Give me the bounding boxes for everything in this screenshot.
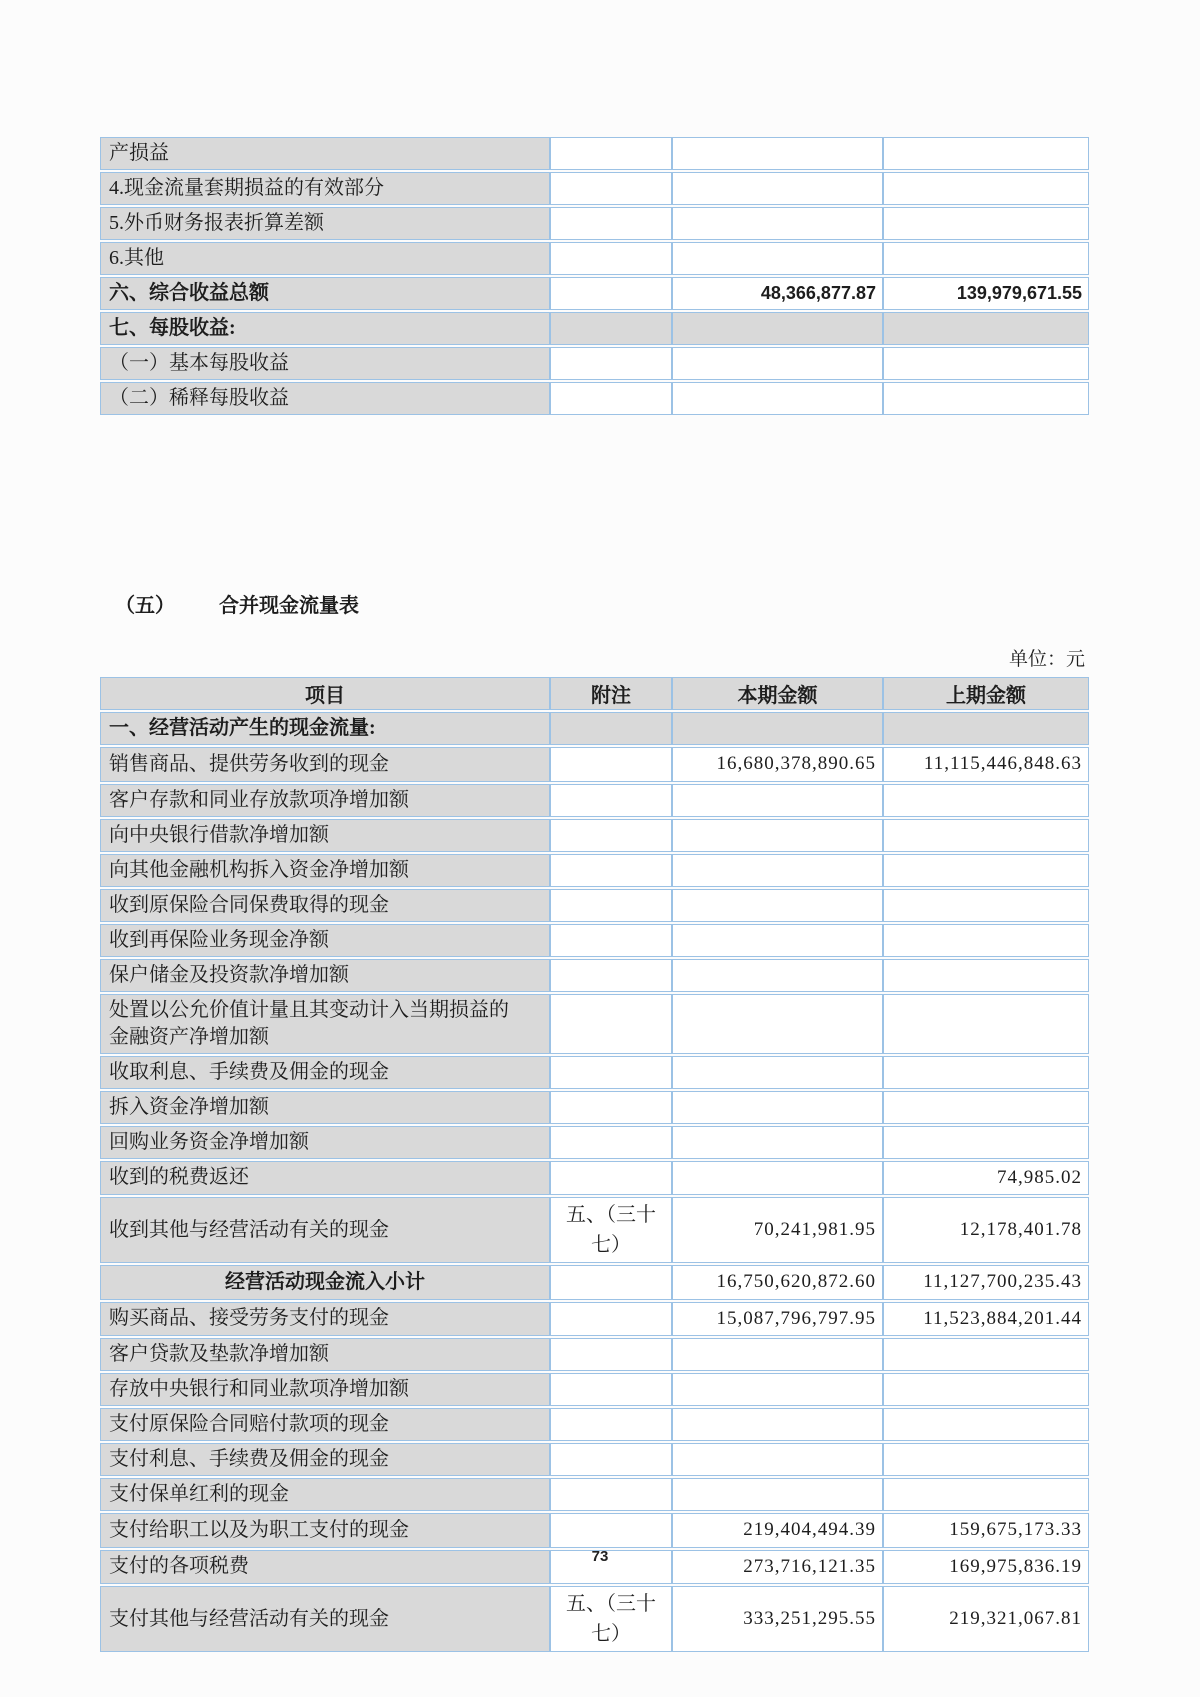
note-cell (550, 1161, 672, 1196)
note-cell (550, 712, 672, 745)
prior-amount-cell (883, 924, 1089, 957)
item-cell: 回购业务资金净增加额 (100, 1126, 550, 1159)
current-amount-cell (672, 382, 883, 415)
current-amount-cell: 273,716,121.35 (672, 1550, 883, 1585)
note-cell (550, 1338, 672, 1371)
item-cell: 购买商品、接受劳务支付的现金 (100, 1302, 550, 1337)
table-row (100, 1408, 1089, 1441)
table-row (100, 382, 1089, 415)
current-amount-cell (672, 819, 883, 852)
note-cell (550, 312, 672, 345)
table-row (100, 819, 1089, 852)
prior-amount-cell (883, 994, 1089, 1054)
note-cell (550, 1443, 672, 1476)
prior-amount-cell (883, 712, 1089, 745)
current-amount-cell (672, 854, 883, 887)
page-content (100, 0, 1089, 1654)
current-amount-cell: 48,366,877.87 (672, 277, 883, 310)
table-row (100, 1302, 1089, 1337)
prior-amount-cell (883, 347, 1089, 380)
table-row (100, 1091, 1089, 1124)
note-cell (550, 1373, 672, 1406)
current-amount-cell (672, 1478, 883, 1511)
prior-amount-cell: 159,675,173.33 (883, 1513, 1089, 1548)
prior-amount-cell: 11,523,884,201.44 (883, 1302, 1089, 1337)
cash-flow-table-body (100, 712, 1089, 1652)
unit-label: 单位：元 (1008, 649, 1085, 670)
item-cell: 支付保单红利的现金 (100, 1478, 550, 1511)
note-cell (550, 959, 672, 992)
table-row (100, 347, 1089, 380)
current-amount-cell: 16,680,378,890.65 (672, 747, 883, 782)
table-row (100, 172, 1089, 205)
prior-amount-cell (883, 1373, 1089, 1406)
current-amount-cell (672, 172, 883, 205)
prior-amount-cell: 169,975,836.19 (883, 1550, 1089, 1585)
prior-amount-cell (883, 137, 1089, 170)
current-amount-cell (672, 1056, 883, 1089)
section-title: 合并现金流量表 (219, 595, 359, 617)
prior-amount-cell (883, 242, 1089, 275)
table-row (100, 1056, 1089, 1089)
note-cell (550, 1056, 672, 1089)
table-row (100, 747, 1089, 782)
item-cell: 向中央银行借款净增加额 (100, 819, 550, 852)
table-row (100, 1265, 1089, 1300)
item-cell: 一、经营活动产生的现金流量: (100, 712, 550, 745)
current-amount-cell (672, 1408, 883, 1441)
table-row (100, 1478, 1089, 1511)
col-header-item: 项目 (100, 677, 550, 710)
item-cell: 客户贷款及垫款净增加额 (100, 1338, 550, 1371)
note-cell (550, 1478, 672, 1511)
table-row (100, 854, 1089, 887)
prior-amount-cell: 11,127,700,235.43 (883, 1265, 1089, 1300)
table-row (100, 277, 1089, 310)
table-row (100, 1197, 1089, 1263)
item-cell: 支付给职工以及为职工支付的现金 (100, 1513, 550, 1548)
item-cell: 收取利息、手续费及佣金的现金 (100, 1056, 550, 1089)
page-number: 73 (591, 1548, 609, 1565)
current-amount-cell: 16,750,620,872.60 (672, 1265, 883, 1300)
note-cell (550, 994, 672, 1054)
item-cell: 6.其他 (100, 242, 550, 275)
current-amount-cell: 333,251,295.55 (672, 1586, 883, 1652)
current-amount-cell (672, 1091, 883, 1124)
table-row (100, 137, 1089, 170)
current-amount-cell (672, 889, 883, 922)
note-cell (550, 382, 672, 415)
prior-amount-cell (883, 889, 1089, 922)
table-row (100, 994, 1089, 1054)
current-amount-cell (672, 1161, 883, 1196)
note-cell (550, 1091, 672, 1124)
item-cell: 5.外币财务报表折算差额 (100, 207, 550, 240)
current-amount-cell (672, 1126, 883, 1159)
table-row (100, 1373, 1089, 1406)
note-cell (550, 747, 672, 782)
section-index: （五） (115, 595, 175, 617)
current-amount-cell (672, 312, 883, 345)
note-cell (550, 1408, 672, 1441)
item-cell: 支付的各项税费 (100, 1550, 550, 1585)
section-heading (100, 589, 1089, 618)
table-row (100, 312, 1089, 345)
note-cell (550, 924, 672, 957)
prior-amount-cell (883, 1056, 1089, 1089)
note-cell (550, 854, 672, 887)
table-row (100, 207, 1089, 240)
col-header-prior: 上期金额 (883, 677, 1089, 710)
note-cell (550, 784, 672, 817)
col-header-note: 附注 (550, 677, 672, 710)
note-cell (550, 347, 672, 380)
current-amount-cell (672, 924, 883, 957)
note-cell (550, 137, 672, 170)
prior-amount-cell: 74,985.02 (883, 1161, 1089, 1196)
item-cell: 七、每股收益: (100, 312, 550, 345)
current-amount-cell (672, 994, 883, 1054)
prior-amount-cell (883, 1443, 1089, 1476)
note-cell: 五、（三十七） (550, 1197, 672, 1263)
item-cell: 支付原保险合同赔付款项的现金 (100, 1408, 550, 1441)
current-amount-cell: 70,241,981.95 (672, 1197, 883, 1263)
item-cell: 存放中央银行和同业款项净增加额 (100, 1373, 550, 1406)
current-amount-cell (672, 1338, 883, 1371)
table-row (100, 242, 1089, 275)
item-cell: 产损益 (100, 137, 550, 170)
note-cell (550, 277, 672, 310)
note-cell (550, 1265, 672, 1300)
table-row (100, 1443, 1089, 1476)
table-row (100, 1338, 1089, 1371)
current-amount-cell: 219,404,494.39 (672, 1513, 883, 1548)
table-row (100, 924, 1089, 957)
current-amount-cell (672, 1443, 883, 1476)
item-cell: 经营活动现金流入小计 (100, 1265, 550, 1300)
prior-amount-cell (883, 172, 1089, 205)
table-row (100, 889, 1089, 922)
item-cell: 收到再保险业务现金净额 (100, 924, 550, 957)
current-amount-cell (672, 347, 883, 380)
note-cell (550, 1302, 672, 1337)
prior-amount-cell (883, 784, 1089, 817)
table-row (100, 1126, 1089, 1159)
col-header-current: 本期金额 (672, 677, 883, 710)
table-row (100, 1513, 1089, 1548)
prior-amount-cell (883, 1478, 1089, 1511)
current-amount-cell (672, 242, 883, 275)
cash-flow-table (100, 675, 1089, 1654)
cash-flow-table-header (100, 677, 1089, 710)
prior-amount-cell (883, 1126, 1089, 1159)
item-cell: 销售商品、提供劳务收到的现金 (100, 747, 550, 782)
prior-amount-cell (883, 959, 1089, 992)
prior-amount-cell (883, 819, 1089, 852)
item-cell: 支付利息、手续费及佣金的现金 (100, 1443, 550, 1476)
current-amount-cell (672, 712, 883, 745)
current-amount-cell: 15,087,796,797.95 (672, 1302, 883, 1337)
current-amount-cell (672, 784, 883, 817)
prior-amount-cell: 11,115,446,848.63 (883, 747, 1089, 782)
current-amount-cell (672, 137, 883, 170)
note-cell (550, 1513, 672, 1548)
prior-amount-cell (883, 207, 1089, 240)
note-cell (550, 242, 672, 275)
prior-amount-cell (883, 854, 1089, 887)
table-row (100, 1586, 1089, 1652)
item-cell: 拆入资金净增加额 (100, 1091, 550, 1124)
note-cell (550, 889, 672, 922)
note-cell (550, 207, 672, 240)
table-row (100, 1161, 1089, 1196)
current-amount-cell (672, 959, 883, 992)
prior-amount-cell (883, 312, 1089, 345)
item-cell: 客户存款和同业存放款项净增加额 (100, 784, 550, 817)
note-cell: 五、（三十七） (550, 1586, 672, 1652)
note-cell (550, 819, 672, 852)
item-cell: 处置以公允价值计量且其变动计入当期损益的金融资产净增加额 (100, 994, 550, 1054)
prior-amount-cell: 12,178,401.78 (883, 1197, 1089, 1263)
note-cell (550, 172, 672, 205)
comprehensive-income-table (100, 135, 1089, 417)
item-cell: （二）稀释每股收益 (100, 382, 550, 415)
item-cell: （一）基本每股收益 (100, 347, 550, 380)
table-row (100, 712, 1089, 745)
item-cell: 收到原保险合同保费取得的现金 (100, 889, 550, 922)
comprehensive-income-table-body (100, 137, 1089, 415)
item-cell: 4.现金流量套期损益的有效部分 (100, 172, 550, 205)
prior-amount-cell (883, 382, 1089, 415)
prior-amount-cell (883, 1408, 1089, 1441)
note-cell (550, 1126, 672, 1159)
prior-amount-cell (883, 1338, 1089, 1371)
current-amount-cell (672, 207, 883, 240)
item-cell: 支付其他与经营活动有关的现金 (100, 1586, 550, 1652)
current-amount-cell (672, 1373, 883, 1406)
header-row (100, 677, 1089, 710)
item-cell: 保户储金及投资款净增加额 (100, 959, 550, 992)
item-cell: 收到其他与经营活动有关的现金 (100, 1197, 550, 1263)
item-cell: 收到的税费返还 (100, 1161, 550, 1196)
prior-amount-cell (883, 1091, 1089, 1124)
table-row (100, 959, 1089, 992)
prior-amount-cell: 139,979,671.55 (883, 277, 1089, 310)
item-cell: 六、综合收益总额 (100, 277, 550, 310)
table-row (100, 784, 1089, 817)
item-cell: 向其他金融机构拆入资金净增加额 (100, 854, 550, 887)
prior-amount-cell: 219,321,067.81 (883, 1586, 1089, 1652)
